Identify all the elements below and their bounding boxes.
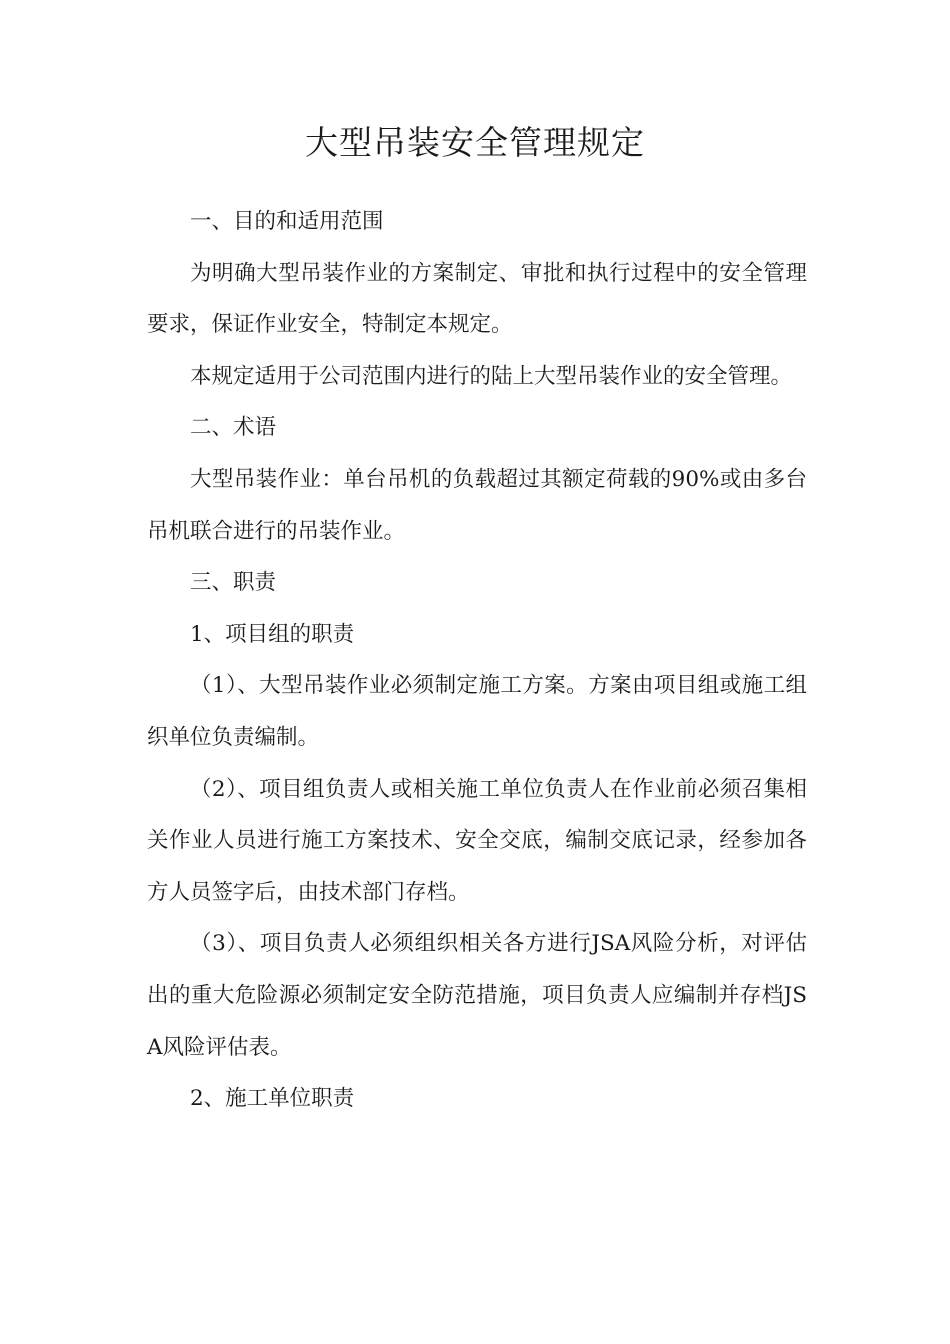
- list-item-3: （3）、项目负责人必须组织相关各方进行JSA风险分析，对评估出的重大危险源必须制定安全防范措施，项目负责人应编制并存档JSA风险评估表。: [147, 931, 807, 1060]
- document-title: 大型吊装安全管理规定: [305, 123, 645, 162]
- section-heading-purpose-scope: 一、目的和适用范围: [190, 209, 384, 234]
- list-item-1: （1）、大型吊装作业必须制定施工方案。方案由项目组或施工组织单位负责编制。: [147, 673, 807, 750]
- subsection-heading-project-team: 1、项目组的职责: [190, 621, 355, 647]
- section-heading-terms: 二、术语: [190, 415, 277, 441]
- paragraph-purpose: 为明确大型吊装作业的方案制定、审批和执行过程中的安全管理要求，保证作业安全，特制定本规定。: [147, 260, 807, 338]
- subsection-heading-construction-unit: 2、施工单位职责: [190, 1086, 355, 1112]
- paragraph-scope: 本规定适用于公司范围内进行的陆上大型吊装作业的安全管理。: [190, 363, 793, 389]
- section-heading-responsibilities: 三、职责: [190, 570, 277, 596]
- paragraph-term-definition: 大型吊装作业：单台吊机的负载超过其额定荷载的90%或由多台吊机联合进行的吊装作业。: [147, 466, 807, 544]
- list-item-2: （2）、项目组负责人或相关施工单位负责人在作业前必须召集相关作业人员进行施工方案技术、安全交底，编制交底记录，经参加各方人员签字后，由技术部门存档。: [147, 776, 807, 905]
- document-body: [147, 196, 807, 1125]
